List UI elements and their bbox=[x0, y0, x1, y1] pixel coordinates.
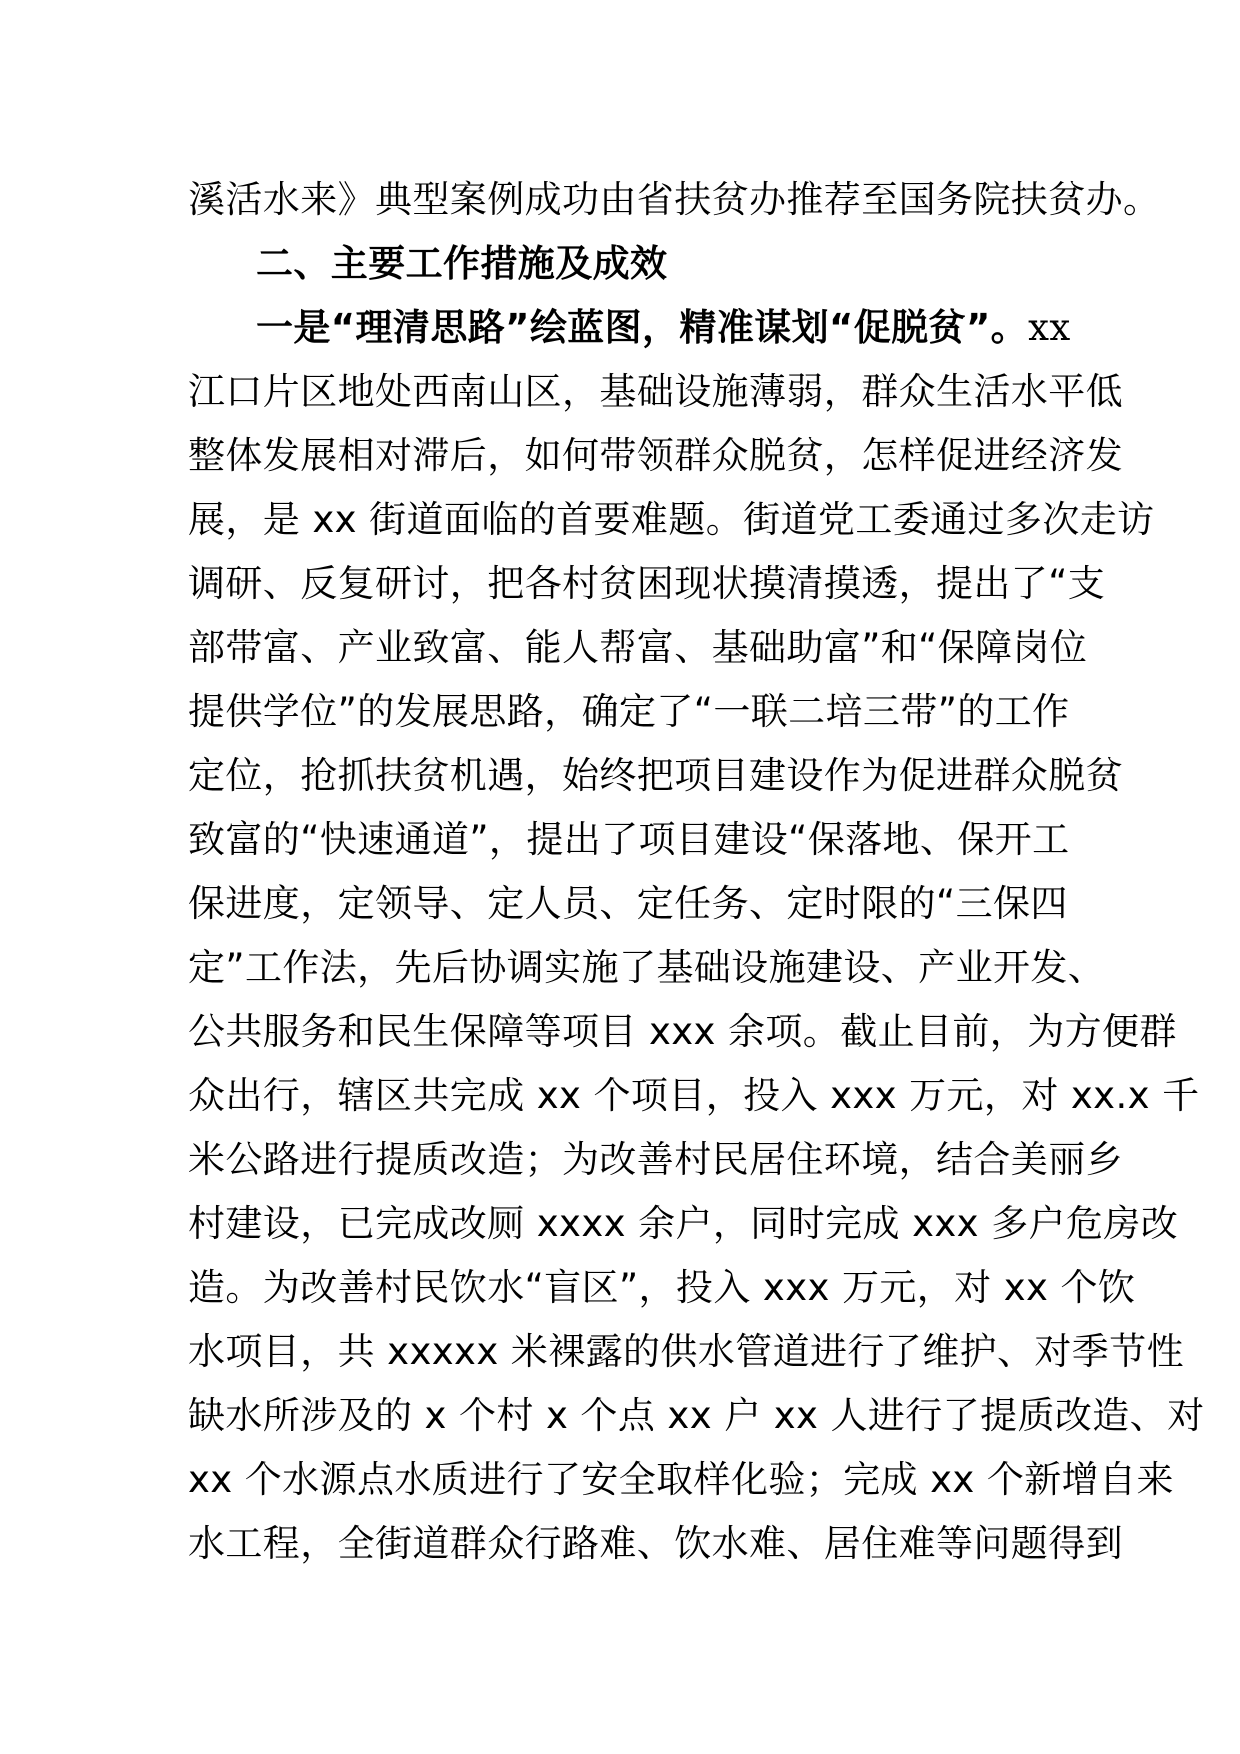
paragraph-line: 整体发展相对滞后，如何带领群众脱贫，怎样促进经济发 bbox=[188, 434, 1123, 477]
paragraph-line: xx 个水源点水质进行了安全取样化验；完成 xx 个新增自来 bbox=[188, 1458, 1174, 1501]
paragraph-line: 致富的“快速通道”，提出了项目建设“保落地、保开工 bbox=[188, 818, 1070, 861]
paragraph-line: 众出行，辖区共完成 xx 个项目，投入 xxx 万元，对 xx.x 千 bbox=[188, 1074, 1200, 1117]
paragraph-lead-heading: 一是“理清思路”绘蓝图，精准谋划“促脱贫”。 bbox=[256, 306, 1029, 349]
paragraph-line: 缺水所涉及的 x 个村 x 个点 xx 户 xx 人进行了提质改造、对 bbox=[188, 1394, 1205, 1437]
paragraph-line: 部带富、产业致富、能人帮富、基础助富”和“保障岗位 bbox=[188, 626, 1088, 669]
paragraph-line: 米公路进行提质改造；为改善村民居住环境，结合美丽乡 bbox=[188, 1138, 1123, 1181]
paragraph-line: 造。为改善村民饮水“盲区”，投入 xxx 万元，对 xx 个饮 bbox=[188, 1266, 1136, 1309]
paragraph-first-line bbox=[256, 296, 1071, 360]
section-heading: 二、主要工作措施及成效 bbox=[256, 242, 668, 285]
paragraph-line: 定位，抢抓扶贫机遇，始终把项目建设作为促进群众脱贫 bbox=[188, 754, 1123, 797]
paragraph-line: 公共服务和民生保障等项目 xxx 余项。截止目前，为方便群 bbox=[188, 1010, 1177, 1053]
paragraph-line: 调研、反复研讨，把各村贫困现状摸清摸透，提出了“支 bbox=[188, 562, 1106, 605]
paragraph-line: 提供学位”的发展思路，确定了“一联二培三带”的工作 bbox=[188, 690, 1070, 733]
paragraph-line: 定”工作法，先后协调实施了基础设施建设、产业开发、 bbox=[188, 946, 1106, 989]
paragraph-line: 水项目，共 xxxxx 米裸露的供水管道进行了维护、对季节性 bbox=[188, 1330, 1185, 1373]
paragraph-line: 展，是 xx 街道面临的首要难题。街道党工委通过多次走访 bbox=[188, 498, 1155, 541]
paragraph-line: 溪活水来》典型案例成功由省扶贫办推荐至国务院扶贫办。 bbox=[188, 178, 1161, 221]
paragraph-line: 保进度，定领导、定人员、定任务、定时限的“三保四 bbox=[188, 882, 1068, 925]
paragraph-line: 江口片区地处西南山区，基础设施薄弱，群众生活水平低 bbox=[188, 370, 1123, 413]
paragraph-line: 村建设，已完成改厕 xxxx 余户，同时完成 xxx 多户危房改 bbox=[188, 1202, 1179, 1245]
paragraph-inline-text: xx bbox=[1028, 306, 1071, 349]
paragraph-line: 水工程，全街道群众行路难、饮水难、居住难等问题得到 bbox=[188, 1522, 1123, 1565]
